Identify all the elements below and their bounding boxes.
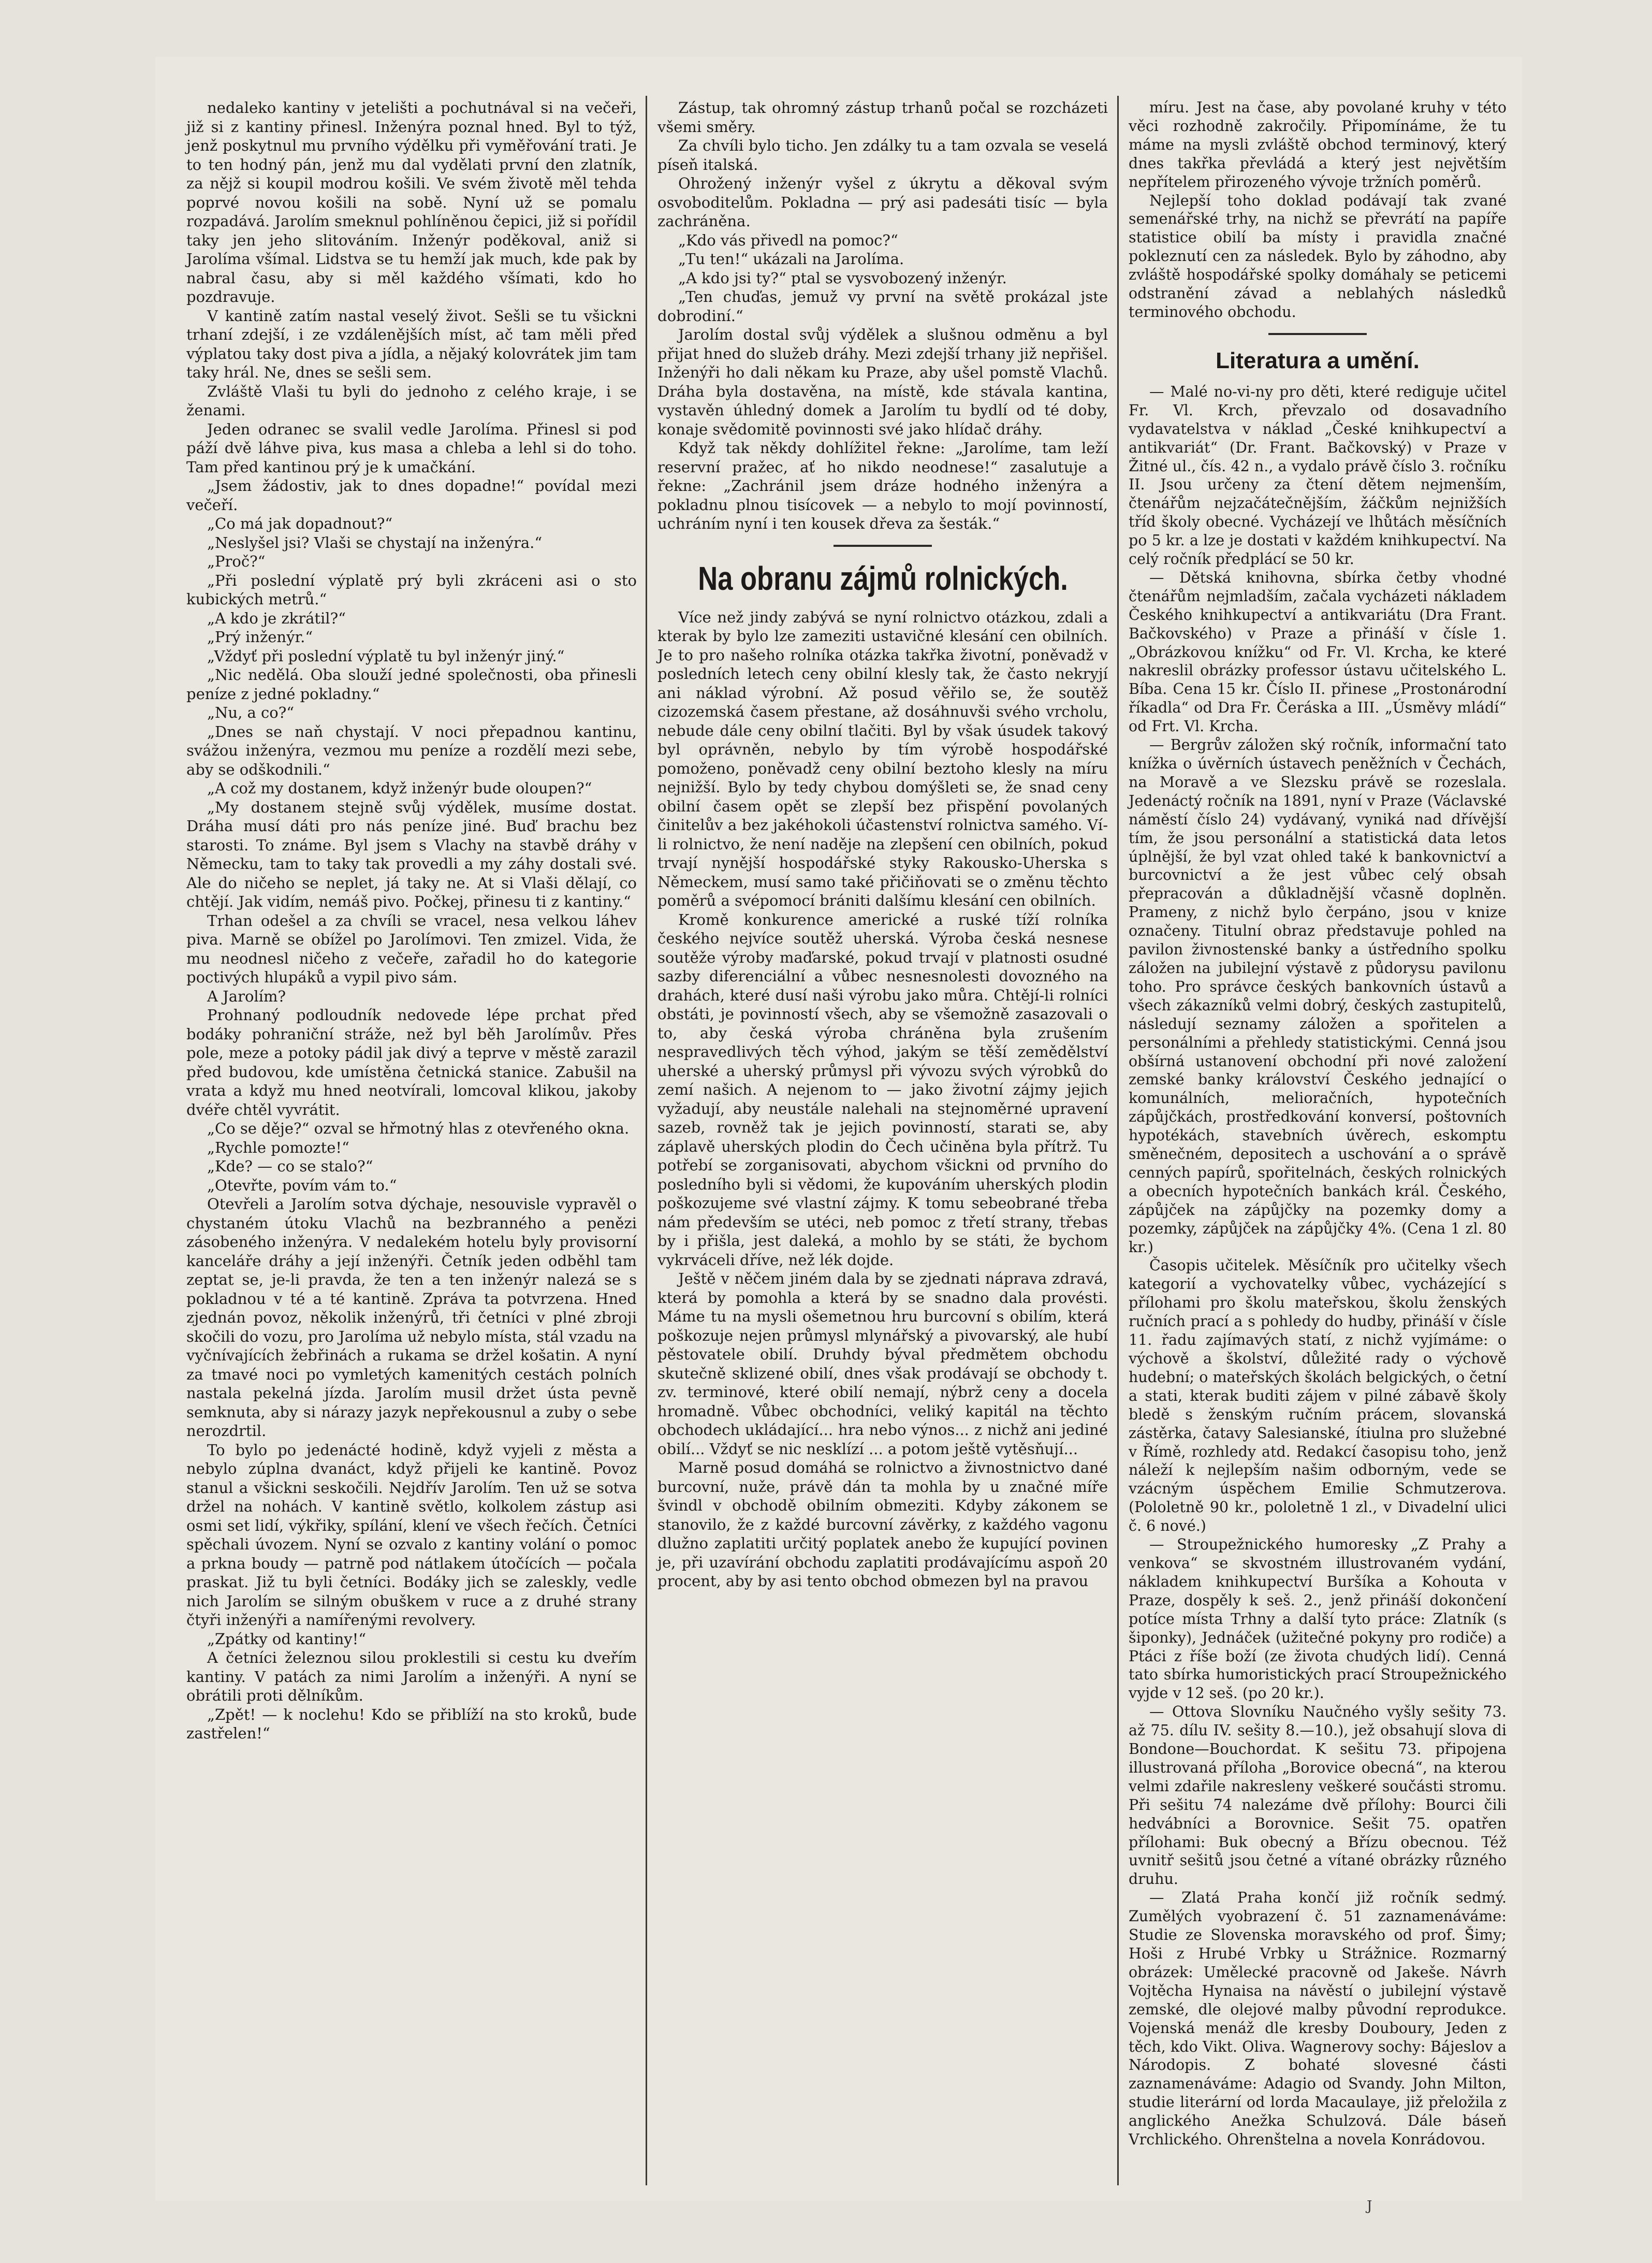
paragraph: Více než jindy zabývá se nyní rolnictvo otázkou, zdali a kterak by bylo lze zameziti ustavičné klesání cen obilních. Je to pro našeho rolníka otázka takřka životní, poněvadž v posledních letech ceny obilní klesly tak, že často nekryjí ani náklad výrobní. Až posud věřilo se, že soutěž cizozemská časem přestane, až dosáhnuvši svého vrcholu, nebude dále ceny obilní tlačiti. Byl by však úsudek takový byl oprávněn, nebylo by tím výrobě hospodářské pomoženo, poněvadž ceny obilní beztoho klesly na míru nejnižší. Bylo by tedy chybou domýšleti se, že snad ceny obilní časem opět se zlepší bez přispění povolaných činitelův a bez jakéhokoli účastenství rolnictva samého. Ví-li rolnictvo, že není naděje na zlepšení cen obilních, pokud trvají nynější hospodářské styky Rakousko-Uherska s Německem, musí samo také přičiňovati se o změnu těchto poměrů a svépomocí brániti dalšímu klesání cen obilních. xyxy=(657,608,1108,909)
column-divider xyxy=(646,96,647,2185)
paragraph: Otevřeli a Jarolím sotva dýchaje, nesouvisle vypravěl o chystaném útoku Vlachů na bezbranného a penězi zásobeného inženýra. V nedalekém hotelu byly provisorní kanceláře dráhy a její inženýři. Četník jeden odběhl tam zeptat se, je-li pravda, že ten a ten inženýr nalezá se s pokladnou v té a té kantině. Zpráva ta potvrzena. Hned zjednán povoz, několik inženýrů, tři četníci v plné zbroji skočili do vozu, pro Jarolíma už nebylo místa, stál vzadu na vyčnívajících žebřinách a rukama se držel košatin. A nyní za tmavé noci po vymletých kamenitých cestách polních nastala pekelná jízda. Jarolím musil držet ústa pevně semknuta, aby si nárazy jazyk nepřekousnul a zuby o sebe nerozdrtil. xyxy=(186,1195,637,1440)
paragraph: „Co má jak dopadnout?“ xyxy=(207,515,393,532)
list-item: — Stroupežnického humoresky „Z Prahy a venkova“ se skvostném illustrovaném vydání, nákladem knihkupectví Buršíka a Kohouta v Praze, dospěly k seš. 2., jenž přináší dokončení potíce místa Trhny a další tyto práce: Zlatník (s šiponky), Jednáček (užitečné pokyny pro rodiče) a Ptáci z říše boží (ze života chudých lidí). Cenná tato sbírka humoristických prací Stroupežnického vyjde v 12 seš. (po 20 kr.). xyxy=(1129,1536,1507,1702)
paragraph: „A kdo jsi ty?“ ptal se vysvobozený inženýr. xyxy=(678,269,1007,287)
paragraph: Když tak někdy dohlížitel řekne: „Jarolíme, tam leží reservní pražec, ať ho nikdo neodnese!“ zasalutuje a řekne: „Zachránil jsem dráze hodného inženýra a pokladnu plnou tisícovek — a nebylo to mojí povinností, uchráním nyní i ten kousek dřeva za šesták.“ xyxy=(657,439,1108,532)
section-heading: Literatura a umění. xyxy=(1216,347,1420,373)
paragraph: „My dostanem stejně svůj výdělek, musíme dostat. Dráha musí dáti pro nás peníze jiné. Buď brachu bez starosti. To známe. Byl jsem s Vlachy na stavbě dráhy v Německu, tam to taky tak provedli a my záhy dostali své. Ale do ničeho se neplet, já taky ne. At si Vlaši dělají, co chtějí. Jak vidím, nemáš pivo. Počkej, přinesu ti z kantiny.“ xyxy=(186,798,637,910)
list-item: — Malé no-vi-ny pro děti, které rediguje učitel Fr. Vl. Krch, převzalo od dosavadního vydavatelstva v náklad „České knihkupectví a antikvariát“ (Dr. Frant. Bačkovský) v Praze v Žitné ul., čís. 42 n., a vydalo právě číslo 3. ročníku II. Jsou určeny za čtení dětem nejmenším, čtenářům nejzačátečnějším, žáčkům nejnižších tříd školy obecné. Vycházejí ve lhůtách měsíčních po 5 kr. a lze je dostati v každém knihkupectví. Na celý ročník předplácí se 50 kr. xyxy=(1129,383,1507,568)
paragraph: A četníci železnou silou proklestili si cestu ku dveřím kantiny. V patách za nimi Jarolím a inženýři. A nyní se obrátili proti dělníkům. xyxy=(186,1649,637,1704)
paragraph: „A kdo je zkrátil?“ xyxy=(207,609,346,627)
paragraph: A Jarolím? xyxy=(207,987,286,1005)
paragraph: „A což my dostanem, když inženýr bude oloupen?“ xyxy=(207,779,592,797)
paragraph: míru. Jest na čase, aby povolané kruhy v této věci rozhodně zakročily. Připomínáme, že tu máme na mysli zvláště obchod terminový, který dnes takřka převládá a který jest největším nepřítelem přirozeného vývoje tržních poměrů. xyxy=(1129,99,1507,191)
paragraph: „Při poslední výplatě prý byli zkráceni asi o sto kubických metrů.“ xyxy=(186,571,637,608)
column-divider xyxy=(1117,96,1119,2185)
paragraph: Za chvíli bylo ticho. Jen zdálky tu a tam ozvala se veselá píseň italská. xyxy=(657,137,1108,173)
column-1 xyxy=(186,98,637,1743)
article-headline: Na obranu zájmů rolnických. xyxy=(698,559,1068,597)
list-item: — Dětská knihovna, sbírka četby vhodné čtenářům nejmladším, začala vycházeti nákladem Českého knihkupectví a antikvariátu (Dra Frant. Bačkovského) v Praze a přináší v čísle 1. „Obrázkovou knížku“ od Fr. Vl. Krcha, ke které nakreslil obrázky professor ústavu učitelského L. Bíba. Cena 15 kr. Číslo II. přinese „Prostonárodní říkadla“ od Dra Fr. Čeráska a III. „Úsměvy mládí“ od Frt. Vl. Krcha. xyxy=(1129,569,1507,735)
section-separator xyxy=(834,545,932,547)
newspaper-page xyxy=(155,57,1522,2214)
paragraph: „Jsem žádostiv, jak to dnes dopadne!“ povídal mezi večeří. xyxy=(186,477,637,514)
paragraph: Marně posud domáhá se rolnictvo a živnostnictvo dané burcovní, nuže, právě dán ta mohla by u značné míře švindl v obchodě obilním obmeziti. Kdyby zákonem se stanovilo, že z každé burcovní závěrky, z každého vagonu dlužno zaplatiti určitý poplatek anebo že kupující povinen je, při uzavírání obchodu zaplatiti prodávajícímu aspoň 20 procent, aby by asi tento obchod obmezen byl na pravou xyxy=(657,1459,1108,1590)
paragraph: Ohrožený inženýr vyšel z úkrytu a děkoval svým osvoboditelům. Pokladna — prý asi padesáti tisíc — byla zachráněna. xyxy=(657,175,1108,230)
column-3 xyxy=(1129,98,1507,2149)
paragraph: nedaleko kantiny v jetelišti a pochutnával si na večeři, již si z kantiny přinesl. Inženýra poznal hned. Byl to týž, jenž poskytnul mu prvního výdělku při vyměřování trati. Je to ten hodný pán, jenž mu dal vydělati první den zlatník, za nějž si koupil modrou košili. Ve svém životě měl tehda poprvé novou košili na sobě. Nyní už se pomalu rozpadává. Jarolím smeknul pohlíněnou čepici, již si pořídil taky jen jeho slitováním. Inženýr poděkoval, aniž si Jarolíma všímal. Lidstva se tu hemží jak much, kde pak by nabral času, aby si měl každého všímati, kdo ho pozdravuje. xyxy=(186,99,637,306)
paragraph: „Dnes se naň chystají. V noci přepadnou kantinu, svážou inženýra, vezmou mu peníze a rozdělí mezi sebe, aby se odškodnili.“ xyxy=(186,722,637,778)
list-item: — Bergrův záložen ský ročník, informační tato knížka o úvěrních ústavech peněžních v Čechách, na Moravě a ve Slezsku právě se rozeslala. Jedenáctý ročník na 1891, nyní v Praze (Václavské náměstí číslo 24) vydávaný, vyniká nad dřívější tím, že jsou personální a statistická data letos úplnější, že byl vzat ohled také k bankovnictví a burcovnictví a že jest vůbec celý obsah přepracován a důkladnější včasně doplněn. Prameny, z nichž bylo čerpáno, jsou v knize označeny. Titulní obraz představuje pohled na pavilon živnostenské banky a ústředního spolku záložen na jubilejní výstavě z půdorysu pavilonu toho. Pro správce českých bankovních ústavů a všech zákazníků velmi dobrý, českých zastupitelů, následují seznamy záložen a spořitelen a personálními a přehledy statistickými. Cenná jsou obšírná ustanovení obchodní při nové založení zemské banky království Českého jednající o komunálních, melioračních, hypotečních zápůjčkách, prostředkování konversí, poštovních hypotékách, stavebních úvěrech, eskomptu směnečném, depositech a uschování a o správě cenných papírů, spořitelnách, českých rolnických a obecních hypotečních bankách král. Českého, zápůjček na zápůjčky na pozemky domy a pozemky, zápůjček na zápůjčky 4%. (Cena 1 zl. 80 kr.) xyxy=(1129,736,1507,1256)
paragraph: „Kdo vás přivedl na pomoc?“ xyxy=(678,231,898,249)
paragraph: Jeden odranec se svalil vedle Jarolíma. Přinesl si pod páží dvě láhve piva, kus masa a chleba a lehl si do toho. Tam před kantinou prý je k umačkání. xyxy=(186,420,637,476)
paragraph: Jarolím dostal svůj výdělek a slušnou odměnu a byl přijat hned do služeb dráhy. Mezi zdejší trhany již nepřišel. Inženýři ho dali někam ku Praze, aby ušel pomstě Vlachů. Dráha byla dostavěna, na místě, kde stávala kantina, vystavěn úhledný domek a Jarolím tu bydlí od té doby, konaje svědomitě povinnosti své jako hlídač dráhy. xyxy=(657,326,1108,438)
paragraph: To bylo po jedenácté hodině, když vyjeli z města a nebylo zúplna dvanáct, když přijeli ke kantině. Povoz stanul a všickni seskočili. Nejdřív Jarolím. Ten už se sotva držel na nohách. V kantině světlo, kolkolem zástup asi osmi set lidí, výkřiky, spílání, klení ve všech řečích. Četníci spěchali úvozem. Nyní se ozvalo z kantiny volání o pomoc a prkna boudy — patrně pod nátlakem útočících — počala praskat. Již tu byli četníci. Bodáky jich se zaleskly, vedle nich Jarolím se silným obuškem v ruce a z druhé strany čtyři inženýři a namířenými revolvery. xyxy=(186,1441,637,1629)
section-separator xyxy=(1268,333,1367,335)
paragraph: „Proč?“ xyxy=(207,553,266,570)
paragraph: Zvláště Vlaši tu byli do jednoho z celého kraje, i se ženami. xyxy=(186,382,637,419)
paragraph: Nejlepší toho doklad podávají tak zvané semenářské trhy, na nichž se převrátí na papíře statistice obilí ba místy i pravidla značné pokleznutí cen za následek. Bylo by záhodno, aby zvláště hospodářské spolky domáhaly se peticemi odstranění závad a neblahých následků terminového obchodu. xyxy=(1129,192,1507,321)
paragraph: „Nu, a co?“ xyxy=(207,704,295,721)
paragraph: „Rychle pomozte!“ xyxy=(207,1138,349,1156)
paragraph: „Co se děje?“ ozval se hřmotný hlas z otevřeného okna. xyxy=(207,1120,630,1137)
paragraph: „Tu ten!“ ukázali na Jarolíma. xyxy=(678,250,904,268)
footer-mark: J xyxy=(1367,2198,1372,2214)
paragraph: Kromě konkurence americké a ruské tíží rolníka českého nejvíce soutěž uherská. Výroba česká nesnese soutěže výroby maďarské, pokud trvají v platnosti osudné sazby diferenciální a vůbec nesnesnolesti dovozného na drahách, které dusí naši výrobu jako můra. Chtějí-li rolníci obstáti, je povinností všech, aby se všemožně zasazovali o to, aby česká výroba chráněna byla zrušením nespravedlivých těch výhod, jakým se těší zemědělství uherské a uherský průmysl při vývozu svých výrobků do zemí našich. A nejenom to — jako životní zájmy jejich vyžadují, aby neustále nalehali na stejnoměrné upravení sazeb, rovněž tak je jejich povinností, starati se, aby záplavě uherských plodin do Čech učiněna byla přítrž. Tu potřebí se zorganisovati, abychom všickni od prvního do posledního byli si vědomi, že kupováním uherských plodin poškozujeme své vlastní zájmy. K tomu sebeobrané třeba nám především se utéci, neb pomoc z třetí strany, třebas by i přišla, jest daleká, a mohlo by se státi, že bychom vykrváceli dříve, než lék dojde. xyxy=(657,910,1108,1269)
list-item: Časopis učitelek. Měsíčník pro učitelky všech kategorií a vychovatelky vůbec, vycházející s přílohami pro školu mateřskou, školu ženských ručních prací a s pohledy do hudby, přináší v čísle 11. řadu zajímavých statí, z nichž vyjímáme: o výchově a školství, důležité rady o výchově hudební; o mateřských školách belgických, o četní a stati, kterak buditi zájem v pilné zábavě školy bledě s ženským ručním prácem, slovanská zástěrka, čatavy Salesianské, ítiulna pro služebné v Římě, rozhledy atd. Redakcí časopisu toho, jenž náleží k nejlepším našim odborným, vede se vzácným úspěchem Emilie Schmutzerova. (Pololetně 90 kr., pololetně 1 zl., v Divadelní ulici č. 6 nové.) xyxy=(1129,1257,1507,1535)
paragraph: Prohnaný podloudník nedovede lépe prchat před bodáky pohraniční stráže, než byl běh Jarolímův. Přes pole, meze a potoky pádil jak divý a teprve v městě zarazil před budovou, kde umístěna četnická stanice. Zabušil na vrata a když mu hned neotvírali, lomcoval klikou, jakoby dvéře chtěl vyvrátit. xyxy=(186,1006,637,1119)
paragraph: „Zpět! — k noclehu! Kdo se přiblíží na sto kroků, bude zastřelen!“ xyxy=(186,1705,637,1742)
paragraph: Zástup, tak ohromný zástup trhanů počal se rozcházeti všemi směry. xyxy=(657,99,1108,136)
paragraph: Trhan odešel a za chvíli se vracel, nesa velkou láhev piva. Marně se obížel po Jarolímovi. Ten zmizel. Vida, že mu neodnesl ničeho z večeře, zařadil ho do kategorie poctivých hlupáků a vypil pivo sám. xyxy=(186,911,637,986)
paragraph: „Prý inženýr.“ xyxy=(207,628,313,646)
paragraph: „Nic nedělá. Oba slouží jedné společnosti, oba přinesli peníze z jedné pokladny.“ xyxy=(186,666,637,703)
list-item: — Zlatá Praha končí již ročník sedmý. Zumělých vyobrazení č. 51 zaznamenáváme: Studie ze Slovenska moravského od prof. Šimy; Hoši z Hrubé Vrbky u Strážnice. Rozmarný obrázek: Umělecké pracovně od Jakeše. Návrh Vojtěcha Hynaisa na návěstí o jubilejní výstavě zemské, dle olejové malby původní reprodukce. Vojenská menáž dle kresby Douboury, Jeden z těch, kdo Vikt. Oliva. Wagnerovy sochy: Bájeslov a Národopis. Z bohaté slovesné části zaznamenáváme: Adagio od Svandy. John Milton, studie literární od lorda Macaulaye, již přeložila z anglického Anežka Schulzová. Dále báseň Vrchlického. Ohrenštelna a novela Konrádovou. xyxy=(1129,1889,1507,2149)
column-2 xyxy=(657,98,1108,1591)
paragraph: Ještě v něčem jiném dala by se zjednati náprava zdravá, která by pomohla a která by se snadno dala provésti. Máme tu na mysli ošemetnou hru burcovní s obilím, která poškozuje nejen průmysl mlynářský a pivovarský, ale hubí pěstovatele obilí. Druhdy býval předmětem obchodu skutečně sklizené obilí, dnes však prodávají se obchody t. zv. terminové, které obilí nemají, nýbrž ceny a docela hromadně. Vůbec obchodníci, veliký kapitál na těchto obchodech ukládající... hra nebo výnos... z nichž ani jediné obilí... Vždyť se nic nesklízí ... a potom ještě vytěsňují... xyxy=(657,1270,1108,1458)
paragraph: „Vždyť při poslední výplatě tu byl inženýr jiný.“ xyxy=(207,647,565,665)
paragraph: V kantině zatím nastal veselý život. Sešli se tu všickni trhaní zdejší, i ze vzdálenějších míst, ač tam měli před výplatou taky dost piva a jídla, a nějaký kolovrátek jim tam taky hrál. Ne, dnes se sešli sem. xyxy=(186,307,637,381)
paragraph: „Otevřte, povím vám to.“ xyxy=(207,1176,397,1194)
list-item: — Ottova Slovníku Naučného vyšly sešity 73. až 75. dílu IV. sešity 8.—10.), jež obsahují slova di Bondone—Bouchordat. K sešitu 73. připojena illustrovaná příloha „Borovice obecná“, na kterou velmi zdařile nakresleny veškeré součásti stromu. Při sešitu 74 nalezáme dvě přílohy: Bourci čili hedvábníci a Borovnice. Sešit 75. opatřen přílohami: Buk obecný a Břízu obecnou. Též uvnitř sešitů jsou četné a vítané obrázky různého druhu. xyxy=(1129,1703,1507,1888)
paragraph: „Ten chuďas, jemuž vy první na světě prokázal jste dobrodiní.“ xyxy=(657,288,1108,325)
paragraph: „Neslyšel jsi? Vlaši se chystají na inženýra.“ xyxy=(207,533,543,552)
paragraph: „Kde? — co se stalo?“ xyxy=(207,1157,373,1175)
paragraph: „Zpátky od kantiny!“ xyxy=(207,1630,367,1648)
